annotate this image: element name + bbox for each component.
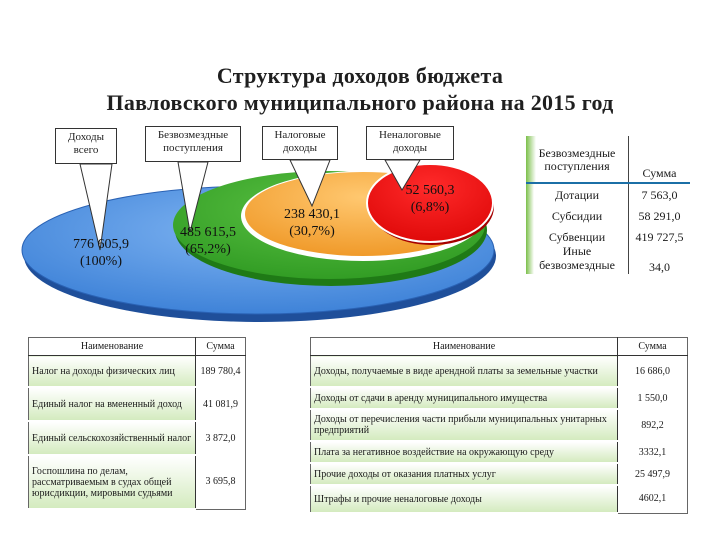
grants-row-name: Субвенции [526, 226, 629, 244]
tax-row-sum: 3 695,8 [205, 476, 236, 488]
table-row [311, 409, 688, 441]
nontax-row-name: Плата за негативное воздействие на окружающую среду [311, 441, 618, 463]
grants-value-label [166, 224, 250, 258]
grants-row-name: Иные безвозмездные [526, 244, 629, 274]
nontax-table [310, 337, 688, 514]
total-value: 776 605,9 [73, 237, 129, 252]
tax-row-name: Налог на доходы физических лиц [29, 356, 196, 388]
tax-value-label [270, 206, 354, 240]
nontax-row-name: Доходы, получаемые в виде арендной платы за земельные участки [311, 356, 618, 388]
callout-nontax: Неналоговые доходы [366, 126, 454, 160]
table-row [29, 356, 246, 388]
nontax-row-sum: 25 497,9 [635, 468, 670, 480]
nontax-row-sum: 16 686,0 [635, 366, 670, 377]
table-row [311, 356, 688, 388]
nontax-row-sum: 4602,1 [638, 493, 667, 505]
nontax-row-sum: 1 550,0 [637, 392, 668, 404]
table-row [526, 183, 690, 205]
tax-table-header-sum: Сумма [196, 338, 246, 356]
total-value-label [56, 236, 146, 270]
table-row [526, 244, 690, 274]
tax-table-header-name: Наименование [29, 338, 196, 356]
nontax-value-label [388, 182, 472, 216]
nontax-row-name: Штрафы и прочие неналоговые доходы [311, 485, 618, 513]
tax-row-name: Единый сельскохозяйственный налог [29, 421, 196, 455]
grants-table-header-sum: Сумма [629, 136, 691, 183]
table-row [311, 387, 688, 409]
grants-row-sum: 34,0 [649, 260, 670, 274]
nontax-table-header-sum: Сумма [618, 338, 688, 356]
grants-row-sum: 7 563,0 [641, 187, 678, 202]
tax-row-name: Единый налог на вмененный доход [29, 387, 196, 421]
table-row [526, 205, 690, 226]
tax-value: 238 430,1 [284, 207, 340, 222]
grants-value: 485 615,5 [180, 225, 236, 240]
nontax-row-name: Доходы от перечисления части прибыли муниципальных унитарных предприятий [311, 409, 618, 441]
title-line-1: Структура доходов бюджета [216, 63, 504, 88]
grants-row-sum: 419 727,5 [635, 230, 684, 244]
nontax-table-header-name: Наименование [311, 338, 618, 356]
tax-percent: (30,7%) [289, 224, 335, 239]
tax-table [28, 337, 246, 510]
tax-row-sum: 189 780,4 [200, 366, 241, 377]
tax-row-sum: 41 081,9 [203, 398, 238, 410]
grants-table [526, 136, 690, 274]
table-row [29, 387, 246, 421]
nontax-row-name: Доходы от сдачи в аренду муниципального имущества [311, 387, 618, 409]
nontax-percent: (6,8%) [410, 200, 450, 215]
table-row [311, 485, 688, 513]
nontax-row-name: Прочие доходы от оказания платных услуг [311, 463, 618, 485]
callout-tax: Налоговые доходы [262, 126, 338, 160]
total-percent: (100%) [80, 254, 122, 269]
table-row [311, 441, 688, 463]
grants-row-name: Дотации [526, 183, 629, 205]
tax-row-name: Госпошлина по делам, рассматриваемым в судах общей юрисдикции, мировыми судьями [29, 455, 196, 509]
table-row [29, 455, 246, 509]
nontax-row-sum: 3332,1 [638, 446, 667, 458]
grants-percent: (65,2%) [185, 242, 231, 257]
grants-table-header-name: Безвозмездные поступления [526, 136, 629, 183]
table-row [311, 463, 688, 485]
title-line-2: Павловского муниципального района на 2015 год [106, 90, 614, 115]
grants-row-name: Субсидии [526, 205, 629, 226]
tax-row-sum: 3 872,0 [205, 432, 236, 444]
table-row [526, 226, 690, 244]
nontax-value: 52 560,3 [405, 183, 455, 198]
table-row [29, 421, 246, 455]
callout-grants: Безвозмездные поступления [145, 126, 241, 162]
callout-total: Доходы всего [55, 128, 117, 164]
grants-row-sum: 58 291,0 [638, 208, 681, 223]
nontax-row-sum: 892,2 [641, 419, 664, 431]
